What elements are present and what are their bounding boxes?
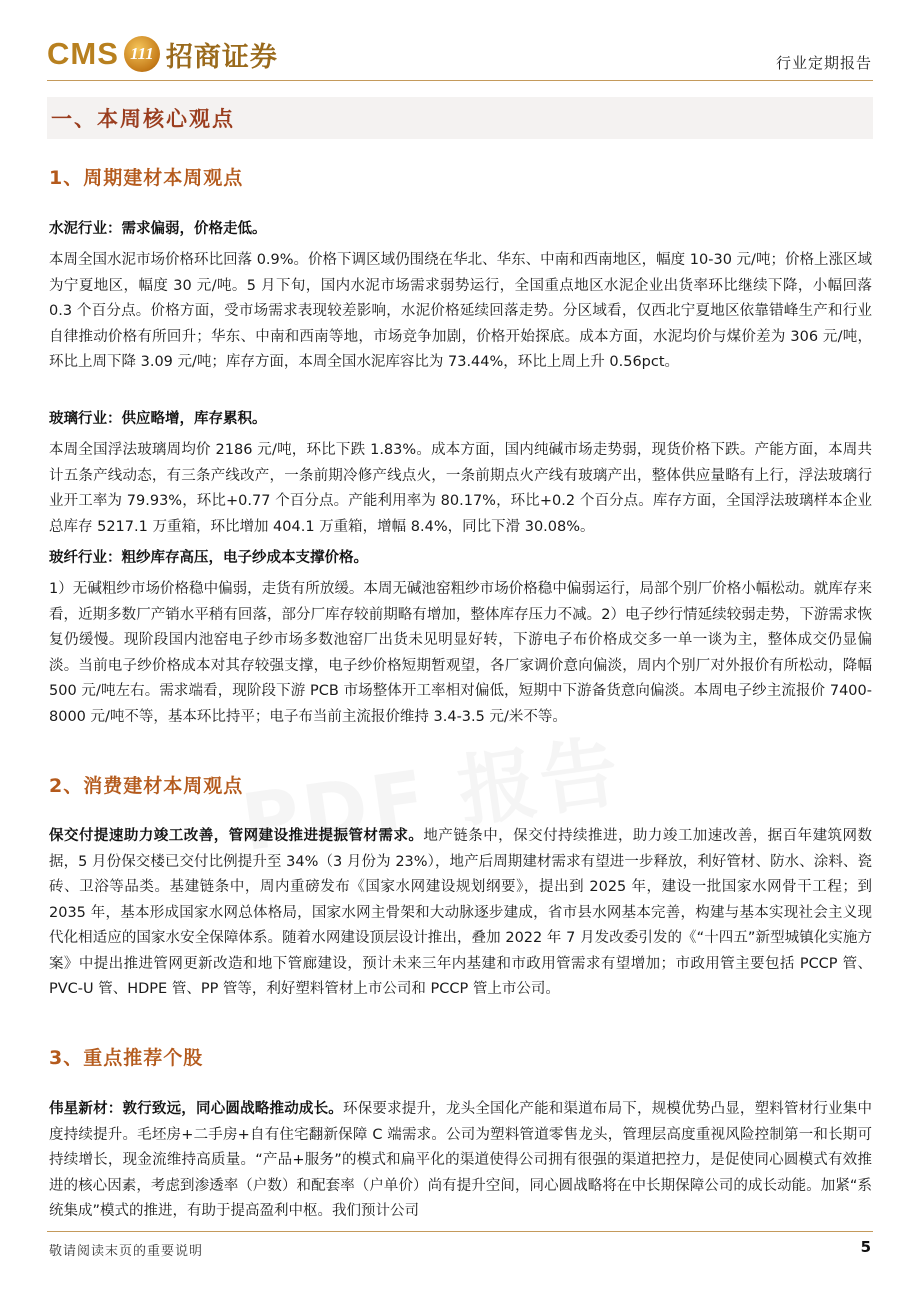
consumer-lead: 保交付提速助力竣工改善，管网建设推进提振管材需求。 [49,828,424,844]
consumer-text: 地产链条中，保交付持续推进，助力竣工加速改善，据百年建筑网数据，5 月份保交楼已交付比例提升至 34%（3 月份为 23%），地产后周期建材需求有望进一步释放，利好管材、防水、涂料、瓷砖、卫浴等品类。基建链条中，周内重磅发布《国家水网建设规划纲要》，提出到 2025 年，建设一批国家水网骨干工程；到 2035 年，基本形成国家水网总体格局，国家水网主骨架和大动脉逐步建成，省市县水网基本完善，构建与基本实现社会主义现代化相适应的国家水安全保障体系。随着水网建设顶层设计推出，叠加 2022 年 7 月发改委引发的《“十四五”新型城镇化实施方案》中提出推进管网更新改造和地下管廊建设，预计未来三年内基建和市政用管需求有望增加；市政用管主要包括 PCCP 管、PVC-U 管、HDPE 管、PP 管等，利好塑料管材上市公司和 PCCP 管上市公司。 [49,828,873,997]
cement-paragraph: 本周全国水泥市场价格环比回落 0.9%。价格下调区域仍围绕在华北、华东、中南和西南地区，幅度 10-30 元/吨；价格上涨区域为宁夏地区，幅度 30 元/吨。5 月下旬，国内水泥市场需求弱势运行，全国重点地区水泥企业出货率环比继续下降，小幅回落 0.3 个百分点。价格方面，受市场需求表现较差影响，水泥价格延续回落走势。分区域看，仅西北宁夏地区依靠错峰生产和行业自律推动价格有所回升；华东、中南和西南等地，市场竞争加剧，价格开始探底。成本方面，水泥均价与煤价差为 306 元/吨，环比上周下降 3.09 元/吨；库存方面，本周全国水泥库容比为 73.44%，环比上周上升 0.56pct。 [49,252,872,370]
logo-latin-text: CMS [47,36,119,71]
footer-disclaimer-note: 敬请阅读末页的重要说明 [49,1244,204,1259]
page-number: 5 [860,1238,871,1256]
fiberglass-paragraph: 1）无碱粗纱市场价格稳中偏弱，走货有所放缓。本周无碱池窑粗纱市场价格稳中偏弱运行，局部个别厂价格小幅松动。就库存来看，近期多数厂产销水平稍有回落，部分厂库存较前期略有增加，整体库存压力不减。2）电子纱行情延续较弱走势，下游需求恢复仍缓慢。现阶段国内池窑电子纱市场多数池窑厂出货未见明显好转，下游电子布价格成交多一单一谈为主，整体成交仍显偏淡。当前电子纱价格成本对其存较强支撑，电子纱价格短期暂观望，各厂家调价意向偏淡，周内个别厂对外报价有所松动，降幅 500 元/吨左右。需求端看，现阶段下游 PCB 市场整体开工率相对偏低，短期中下游备货意向偏淡。本周电子纱主流报价 7400-8000 元/吨不等，基本环比持平；电子布当前主流报价维持 3.4-3.5 元/米不等。 [49,581,872,725]
subsection-cyclical-heading: 1、周期建材本周观点 [49,167,244,189]
footer-divider [47,1231,873,1232]
section-title-band [47,97,873,139]
cms-logo [47,34,278,74]
page-header [0,0,920,90]
picks-paragraph [49,1097,872,1225]
subsection-picks-heading: 3、重点推荐个股 [49,1047,204,1069]
glass-heading: 玻璃行业：供应略增，库存累积。 [49,411,267,427]
fiberglass-heading: 玻纤行业：粗纱库存高压，电子纱成本支撑价格。 [49,550,368,566]
picks-lead: 伟星新材：敦行致远，同心圆战略推动成长。 [49,1101,343,1117]
glass-paragraph: 本周全国浮法玻璃周均价 2186 元/吨，环比下跌 1.83%。成本方面，国内纯碱市场走势弱，现货价格下跌。产能方面，本周共计五条产线动态，有三条产线改产，一条前期冷修产线点火，一条前期点火产线有玻璃产出，整体供应量略有上行，浮法玻璃行业开工率为 79.93%，环比+0.77 个百分点。产能利用率为 80.17%，环比+0.2 个百分点。库存方面，全国浮法玻璃样本企业总库存 5217.1 万重箱，环比增加 404.1 万重箱，增幅 8.4%，同比下滑 30.08%。 [49,442,872,535]
logo-badge-icon: 111 [124,36,160,72]
report-type-label: 行业定期报告 [775,54,872,72]
picks-text: 环保要求提升，龙头全国化产能和渠道布局下，规模优势凸显，塑料管材行业集中度持续提升。毛坯房+二手房+自有住宅翻新保障 C 端需求。公司为塑料管道零售龙头，管理层高度重视风险控制第一和长期可持续增长，现金流维持高质量。“产品+服务”的模式和扁平化的渠道使得公司拥有很强的渠道把控力，是促使同心圆模式有效推进的核心因素，考虑到渗透率（户数）和配套率（户单价）尚有提升空间，同心圆战略将在中长期保障公司的成长动能。加紧“系统集成”模式的推进，有助于提高盈利中枢。我们预计公司 [49,1101,872,1219]
subsection-consumer-heading: 2、消费建材本周观点 [49,775,244,797]
consumer-paragraph [49,824,872,1003]
logo-chinese-text: 招商证券 [165,41,278,73]
section-title: 一、本周核心观点 [51,107,235,131]
cement-heading: 水泥行业：需求偏弱，价格走低。 [49,221,267,237]
header-divider [47,80,873,81]
